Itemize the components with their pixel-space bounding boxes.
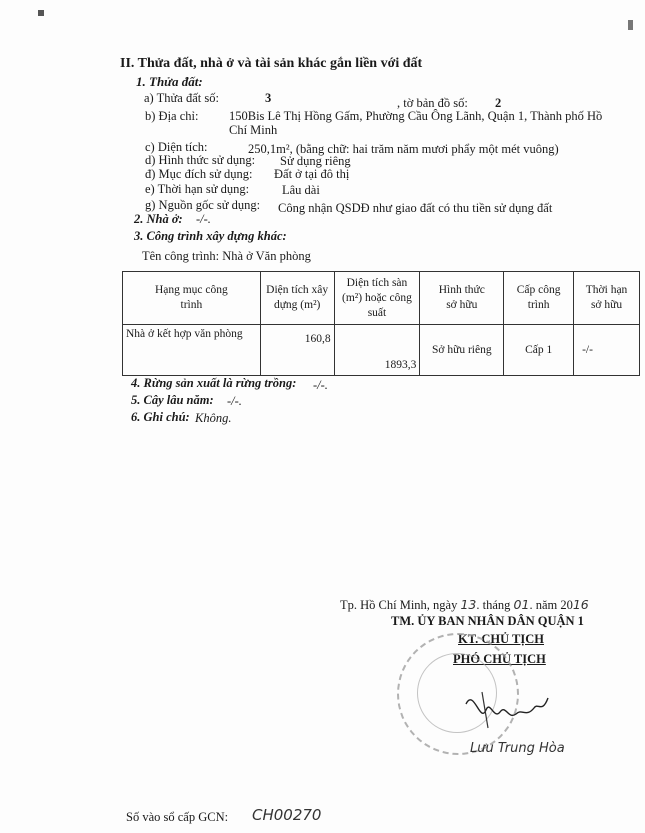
house-value: -/-. [196,212,211,226]
section-heading: II. Thửa đất, nhà ở và tài sản khác gắn liền với đất [120,56,423,71]
header-build-area: Diện tích xây dựng (m²) [260,272,334,325]
gcn-register-number: CH00270 [252,806,322,824]
note-value: Không. [195,411,232,425]
address-line-2: Chí Minh [229,123,278,137]
forest-title: 4. Rừng sản xuất là rừng trồng: [131,376,297,390]
area-label: c) Diện tích: [145,140,208,154]
perennial-value: -/-. [227,394,242,408]
use-form-label: d) Hình thức sử dụng: [145,153,256,167]
cell-term: -/- [574,325,640,376]
map-number: 2 [495,96,502,110]
use-form-value: Sử dụng riêng [280,154,351,168]
signing-year: 16 [572,597,589,612]
table-row [123,325,640,376]
cell-build-area: 160,8 [260,325,334,376]
address-label: b) Địa chỉ: [145,109,199,123]
construction-name: Tên công trình: Nhà ở Văn phòng [142,249,311,263]
use-term-label: e) Thời hạn sử dụng: [145,182,250,196]
header-ownership: Hình thức sở hữu [420,272,504,325]
scan-mark [628,20,633,30]
construction-table [122,271,640,376]
cell-grade: Cấp 1 [504,325,574,376]
use-purpose-value: Đất ở tại đô thị [274,167,350,181]
note-title: 6. Ghi chú: [131,410,190,424]
month-label: . tháng [476,598,511,612]
use-term-value: Lâu dài [282,183,320,197]
cell-ownership: Sở hữu riêng [420,325,504,376]
origin-label: g) Nguồn gốc sử dụng: [145,198,261,212]
land-title: 1. Thửa đất: [136,74,203,89]
parcel-number: 3 [265,91,272,105]
construction-title: 3. Công trình xây dựng khác: [134,229,287,243]
map-label: , tờ bản đồ số: [397,96,468,110]
address-line-1: 150Bis Lê Thị Hồng Gấm, Phường Cầu Ông Lãnh, Quận 1, Thành phố Hồ [229,109,603,123]
area-value: 250,1m², (bằng chữ: hai trăm năm mươi phẩy một mét vuông) [248,142,559,156]
header-term: Thời hạn sở hữu [574,272,640,325]
cell-item: Nhà ở kết hợp văn phòng [123,325,261,376]
signing-org: TM. ỦY BAN NHÂN DÂN QUẬN 1 [391,614,584,628]
header-item: Hạng mục công trình [123,272,261,325]
signing-day: 13 [460,597,477,612]
perennial-title: 5. Cây lâu năm: [131,393,214,407]
parcel-label: a) Thửa đất số: [144,91,219,105]
cell-floor-area: 1893,3 [334,325,420,376]
origin-value: Công nhận QSDĐ như giao đất có thu tiền sử dụng đất [278,201,553,215]
year-label: . năm 20 [529,598,573,612]
signing-role-1: KT. CHỦ TỊCH [458,632,545,646]
header-floor-area: Diện tích sàn (m²) hoặc công suất [334,272,420,325]
signing-role-2: PHÓ CHỦ TỊCH [453,652,546,666]
signer-name: Lưu Trung Hòa [470,741,565,756]
place-date-prefix: Tp. Hồ Chí Minh, ngày [340,598,458,612]
signing-month: 01 [513,597,530,612]
signature-image [462,684,552,734]
header-grade: Cấp công trình [504,272,574,325]
house-title: 2. Nhà ở: [134,212,183,226]
use-purpose-label: đ) Mục đích sử dụng: [145,167,253,181]
scan-mark [38,10,44,16]
table-header-row [123,272,640,325]
gcn-register-label: Số vào sổ cấp GCN: [126,810,229,824]
signing-place-date [340,597,589,613]
forest-value: -/-. [313,378,328,392]
